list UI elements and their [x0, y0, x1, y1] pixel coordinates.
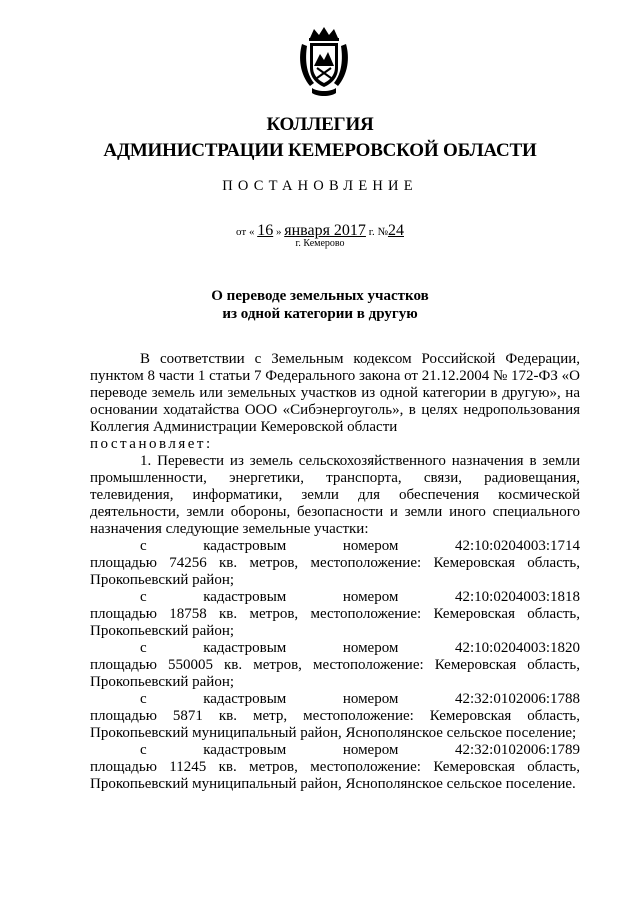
parcel-word-number: номером: [342, 589, 399, 605]
parcel-word-number: номером: [342, 691, 399, 707]
parcel-word-s: с: [140, 538, 147, 554]
parcel-word-s: с: [140, 691, 147, 707]
city: г. Кемерово: [295, 238, 345, 249]
decree-word: постановляет:: [90, 436, 213, 452]
parcel-details: площадью 18758 кв. метров, местоположение: Кемеровская область, Прокопьевский район;: [90, 606, 580, 639]
parcel-word-cadastral: кадастровым: [203, 691, 287, 707]
parcel-word-s: с: [140, 589, 147, 605]
parcel-header: [90, 742, 580, 759]
parcel-details: площадью 5871 кв. метр, местоположение: Кемеровская область, Прокопьевский муниципальный район, Яснополянское сельское поселение;: [90, 708, 580, 741]
parcel-header: [90, 589, 580, 606]
parcel-list: [90, 538, 580, 793]
parcel-header: [90, 640, 580, 657]
date-prefix: от «: [236, 226, 255, 238]
number-prefix: №: [377, 226, 388, 238]
date-mid: »: [275, 226, 282, 238]
parcel-word-s: с: [140, 640, 147, 656]
parcel-header: [90, 691, 580, 708]
parcel-word-cadastral: кадастровым: [203, 589, 287, 605]
parcel-number: 42:32:0102006:1789: [454, 742, 580, 758]
parcel-details: площадью 74256 кв. метров, местоположение: Кемеровская область, Прокопьевский район;: [90, 555, 580, 588]
parcel-word-number: номером: [342, 640, 399, 656]
parcel-word-cadastral: кадастровым: [203, 742, 287, 758]
parcel-word-cadastral: кадастровым: [203, 640, 287, 656]
date-day: 16: [257, 222, 274, 239]
document-body: [90, 351, 580, 793]
org-title-line2: АДМИНИСТРАЦИИ КЕМЕРОВСКОЙ ОБЛАСТИ: [103, 140, 537, 161]
parcel-number: 42:32:0102006:1788: [454, 691, 580, 707]
subject: [0, 287, 640, 323]
intro-paragraph: В соответствии с Земельным кодексом Российской Федерации, пунктом 8 части 1 статьи 7 Федерального закона от 21.12.2004 № 172-ФЗ «О переводе земель или земельных участков из одной категории в другую», на основании ходатайства ООО «Сибэнергоуголь», в целях недропользования Коллегия Администрации Кемеровской области: [90, 351, 580, 435]
org-title-line1: КОЛЛЕГИЯ: [266, 114, 374, 135]
document-type: ПОСТАНОВЛЕНИЕ: [222, 178, 418, 194]
item-1: 1. Перевести из земель сельскохозяйственного назначения в земли промышленности, энергетики, транспорта, связи, радиовещания, телевидения, информатики, земли для обеспечения космической деятельности, земли обороны, безопасности и земли иного специального назначения следующие земельные участки:: [90, 453, 580, 537]
parcel-word-cadastral: кадастровым: [203, 538, 287, 554]
parcel-details: площадью 11245 кв. метров, местоположение: Кемеровская область, Прокопьевский муниципальный район, Яснополянское сельское поселение.: [90, 759, 580, 792]
parcel-word-number: номером: [342, 742, 399, 758]
document-number: 24: [387, 222, 404, 239]
parcel-number: 42:10:0204003:1818: [454, 589, 580, 605]
coat-of-arms-icon: [296, 26, 352, 98]
subject-line1: О переводе земельных участков: [211, 288, 429, 304]
parcel-word-s: с: [140, 742, 147, 758]
parcel-number: 42:10:0204003:1820: [454, 640, 580, 656]
parcel-header: [90, 538, 580, 555]
parcel-number: 42:10:0204003:1714: [454, 538, 580, 554]
parcel-details: площадью 550005 кв. метров, местоположение: Кемеровская область, Прокопьевский район;: [90, 657, 580, 690]
parcel-word-number: номером: [342, 538, 399, 554]
date-year-suffix: г.: [368, 226, 375, 238]
date-month-year: января 2017: [284, 222, 366, 239]
subject-line2: из одной категории в другую: [222, 306, 418, 322]
